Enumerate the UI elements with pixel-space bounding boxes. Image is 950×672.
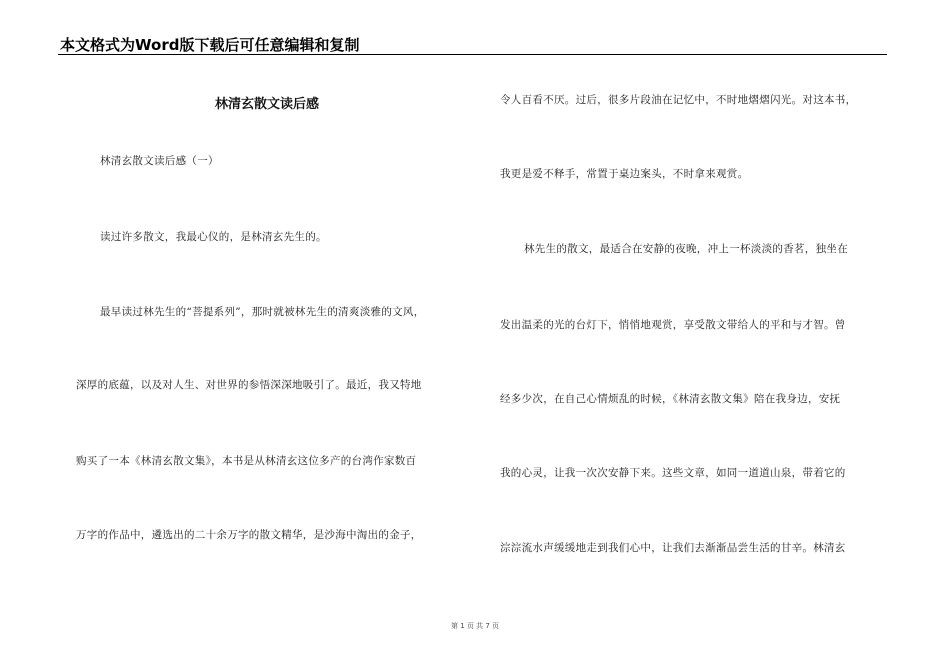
paragraph-line: 林先生的散文，最适合在安静的夜晚，冲上一杯淡淡的香茗，独坐在 [524, 243, 848, 255]
paragraph-line: 购买了一本《林清玄散文集》，本书是从林清玄这位多产的台湾作家数百 [76, 455, 417, 467]
left-column [76, 0, 476, 672]
paragraph-line: 发出温柔的光的台灯下，悄悄地观赏，享受散文带给人的平和与才智。曾 [500, 319, 846, 331]
paragraph-line: 万字的作品中，遴选出的二十余万字的散文精华，是沙海中淘出的金子， [76, 529, 422, 541]
paragraph-line: 淙淙流水声缓缓地走到我们心中，让我们去渐渐品尝生活的甘辛。林清玄 [500, 542, 846, 554]
paragraph-line: 经多少次，在自己心情烦乱的时候，《林清玄散文集》陪在我身边，安抚 [500, 393, 841, 405]
document-title: 林清玄散文读后感 [215, 97, 320, 112]
page-number: 第 1 页 共 7 页 [450, 622, 500, 630]
paragraph-line: 我的心灵，让我一次次安静下来。这些文章，如同一道道山泉，带着它的 [500, 467, 846, 479]
paragraph-line: 读过许多散文，我最心仪的，是林清玄先生的。 [100, 231, 327, 243]
paragraph-line: 我更是爱不释手，常置于桌边案头，不时拿来观赏。 [500, 168, 749, 180]
paragraph-line: 令人百看不厌。过后，很多片段油在记忆中，不时地熠熠闪光。对这本书， [500, 94, 857, 106]
paragraph-line: 最早读过林先生的“菩提系列”，那时就被林先生的清爽淡雅的文风， [100, 306, 425, 318]
paragraph-line: 林清玄散文读后感（一） [100, 155, 219, 167]
page-header-title: 本文格式为Word版下载后可任意编辑和复制 [60, 36, 360, 54]
paragraph-line: 深厚的底蕴，以及对人生、对世界的参悟深深地吸引了。最近，我又特地 [76, 379, 422, 391]
right-column [500, 0, 900, 672]
